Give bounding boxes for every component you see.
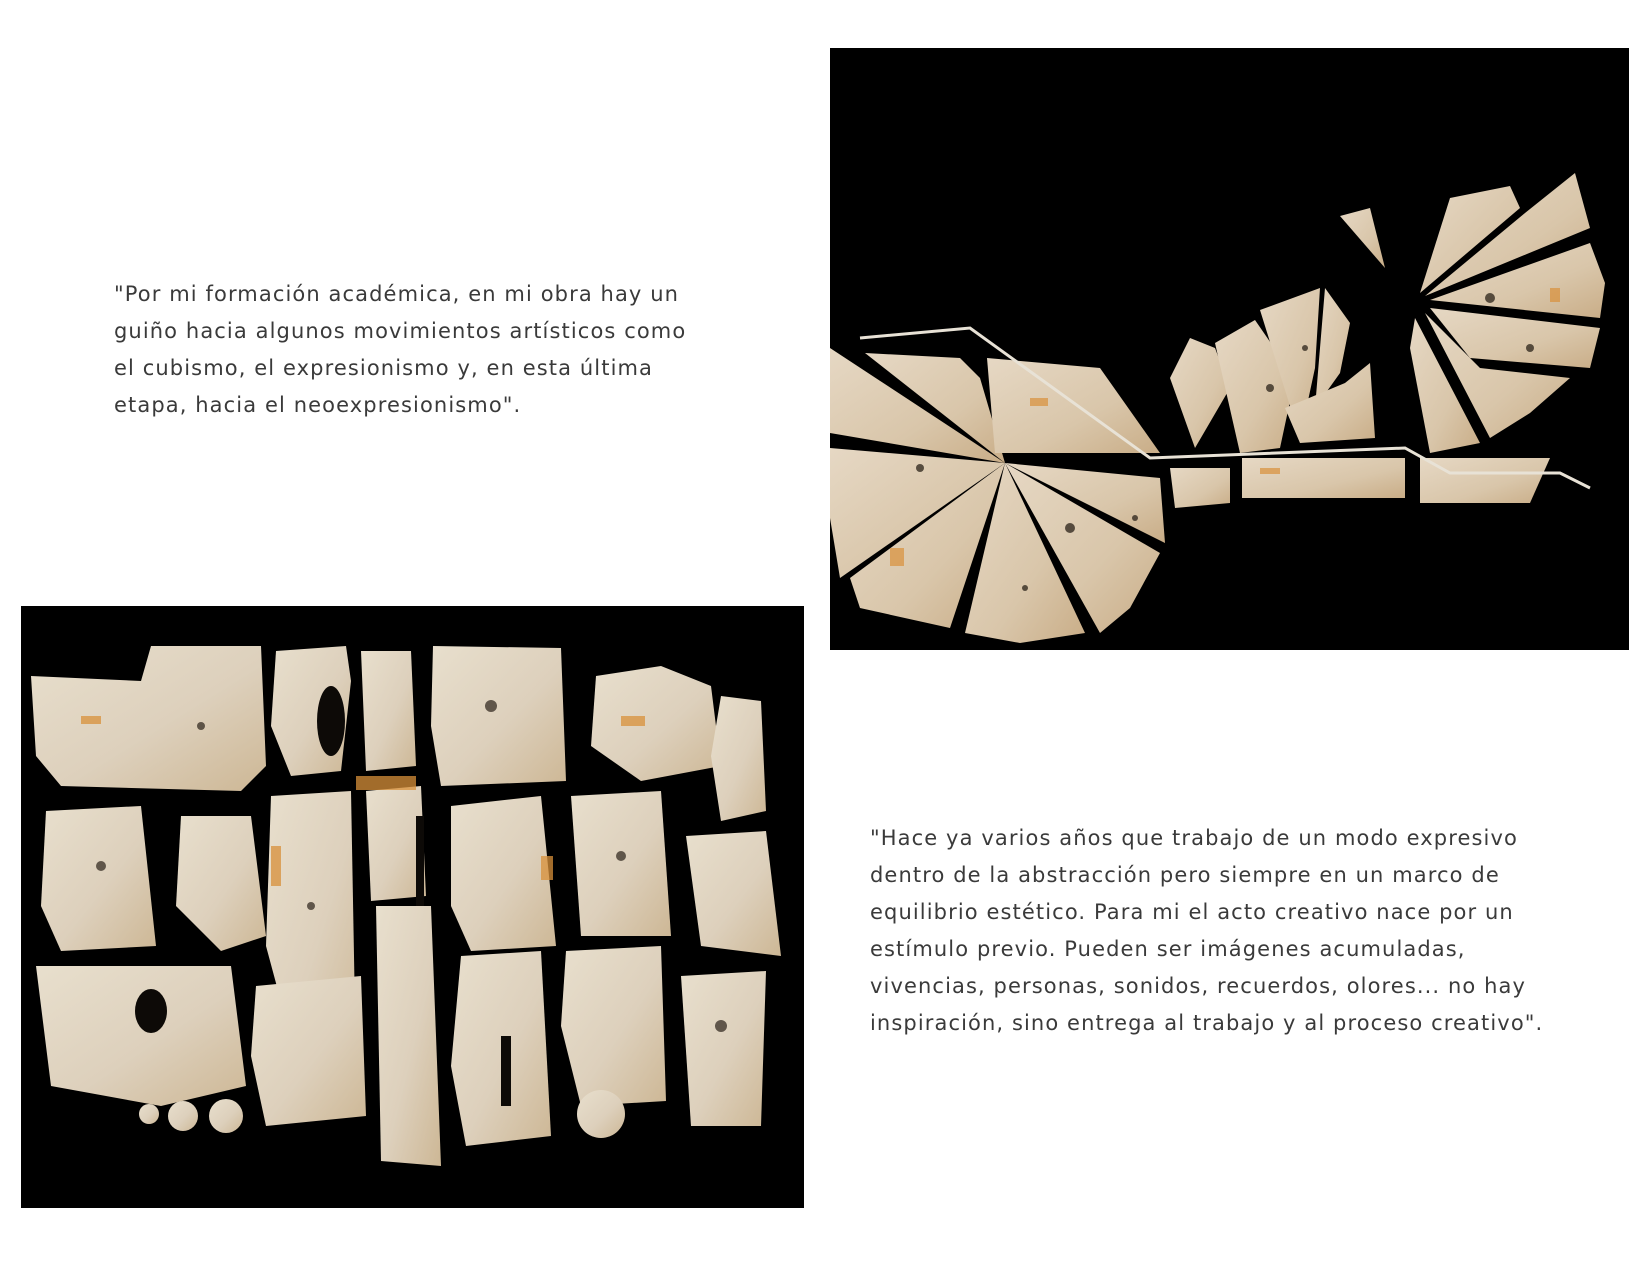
artwork-image-1 <box>830 48 1629 650</box>
quote-text-2: "Hace ya varios años que trabajo de un modo expresivo dentro de la abstracción pero siempre en un marco de equilibrio estético. Para mi el acto creativo nace por un estímulo previo. Pueden ser imágenes acumuladas, vivencias, personas, sonidos, recuerdos, olores... no hay inspiración, sino entrega al trabajo y al proceso creativo". <box>870 826 1544 1035</box>
artwork-image-2 <box>21 606 804 1208</box>
abstract-painting-blocks-icon <box>21 606 804 1208</box>
abstract-painting-fan-icon <box>830 48 1629 650</box>
quote-text-1: "Por mi formación académica, en mi obra hay un guiño hacia algunos movimientos artísticos como el cubismo, el expresionismo y, en esta última etapa, hacia el neoexpresionismo". <box>114 282 687 417</box>
